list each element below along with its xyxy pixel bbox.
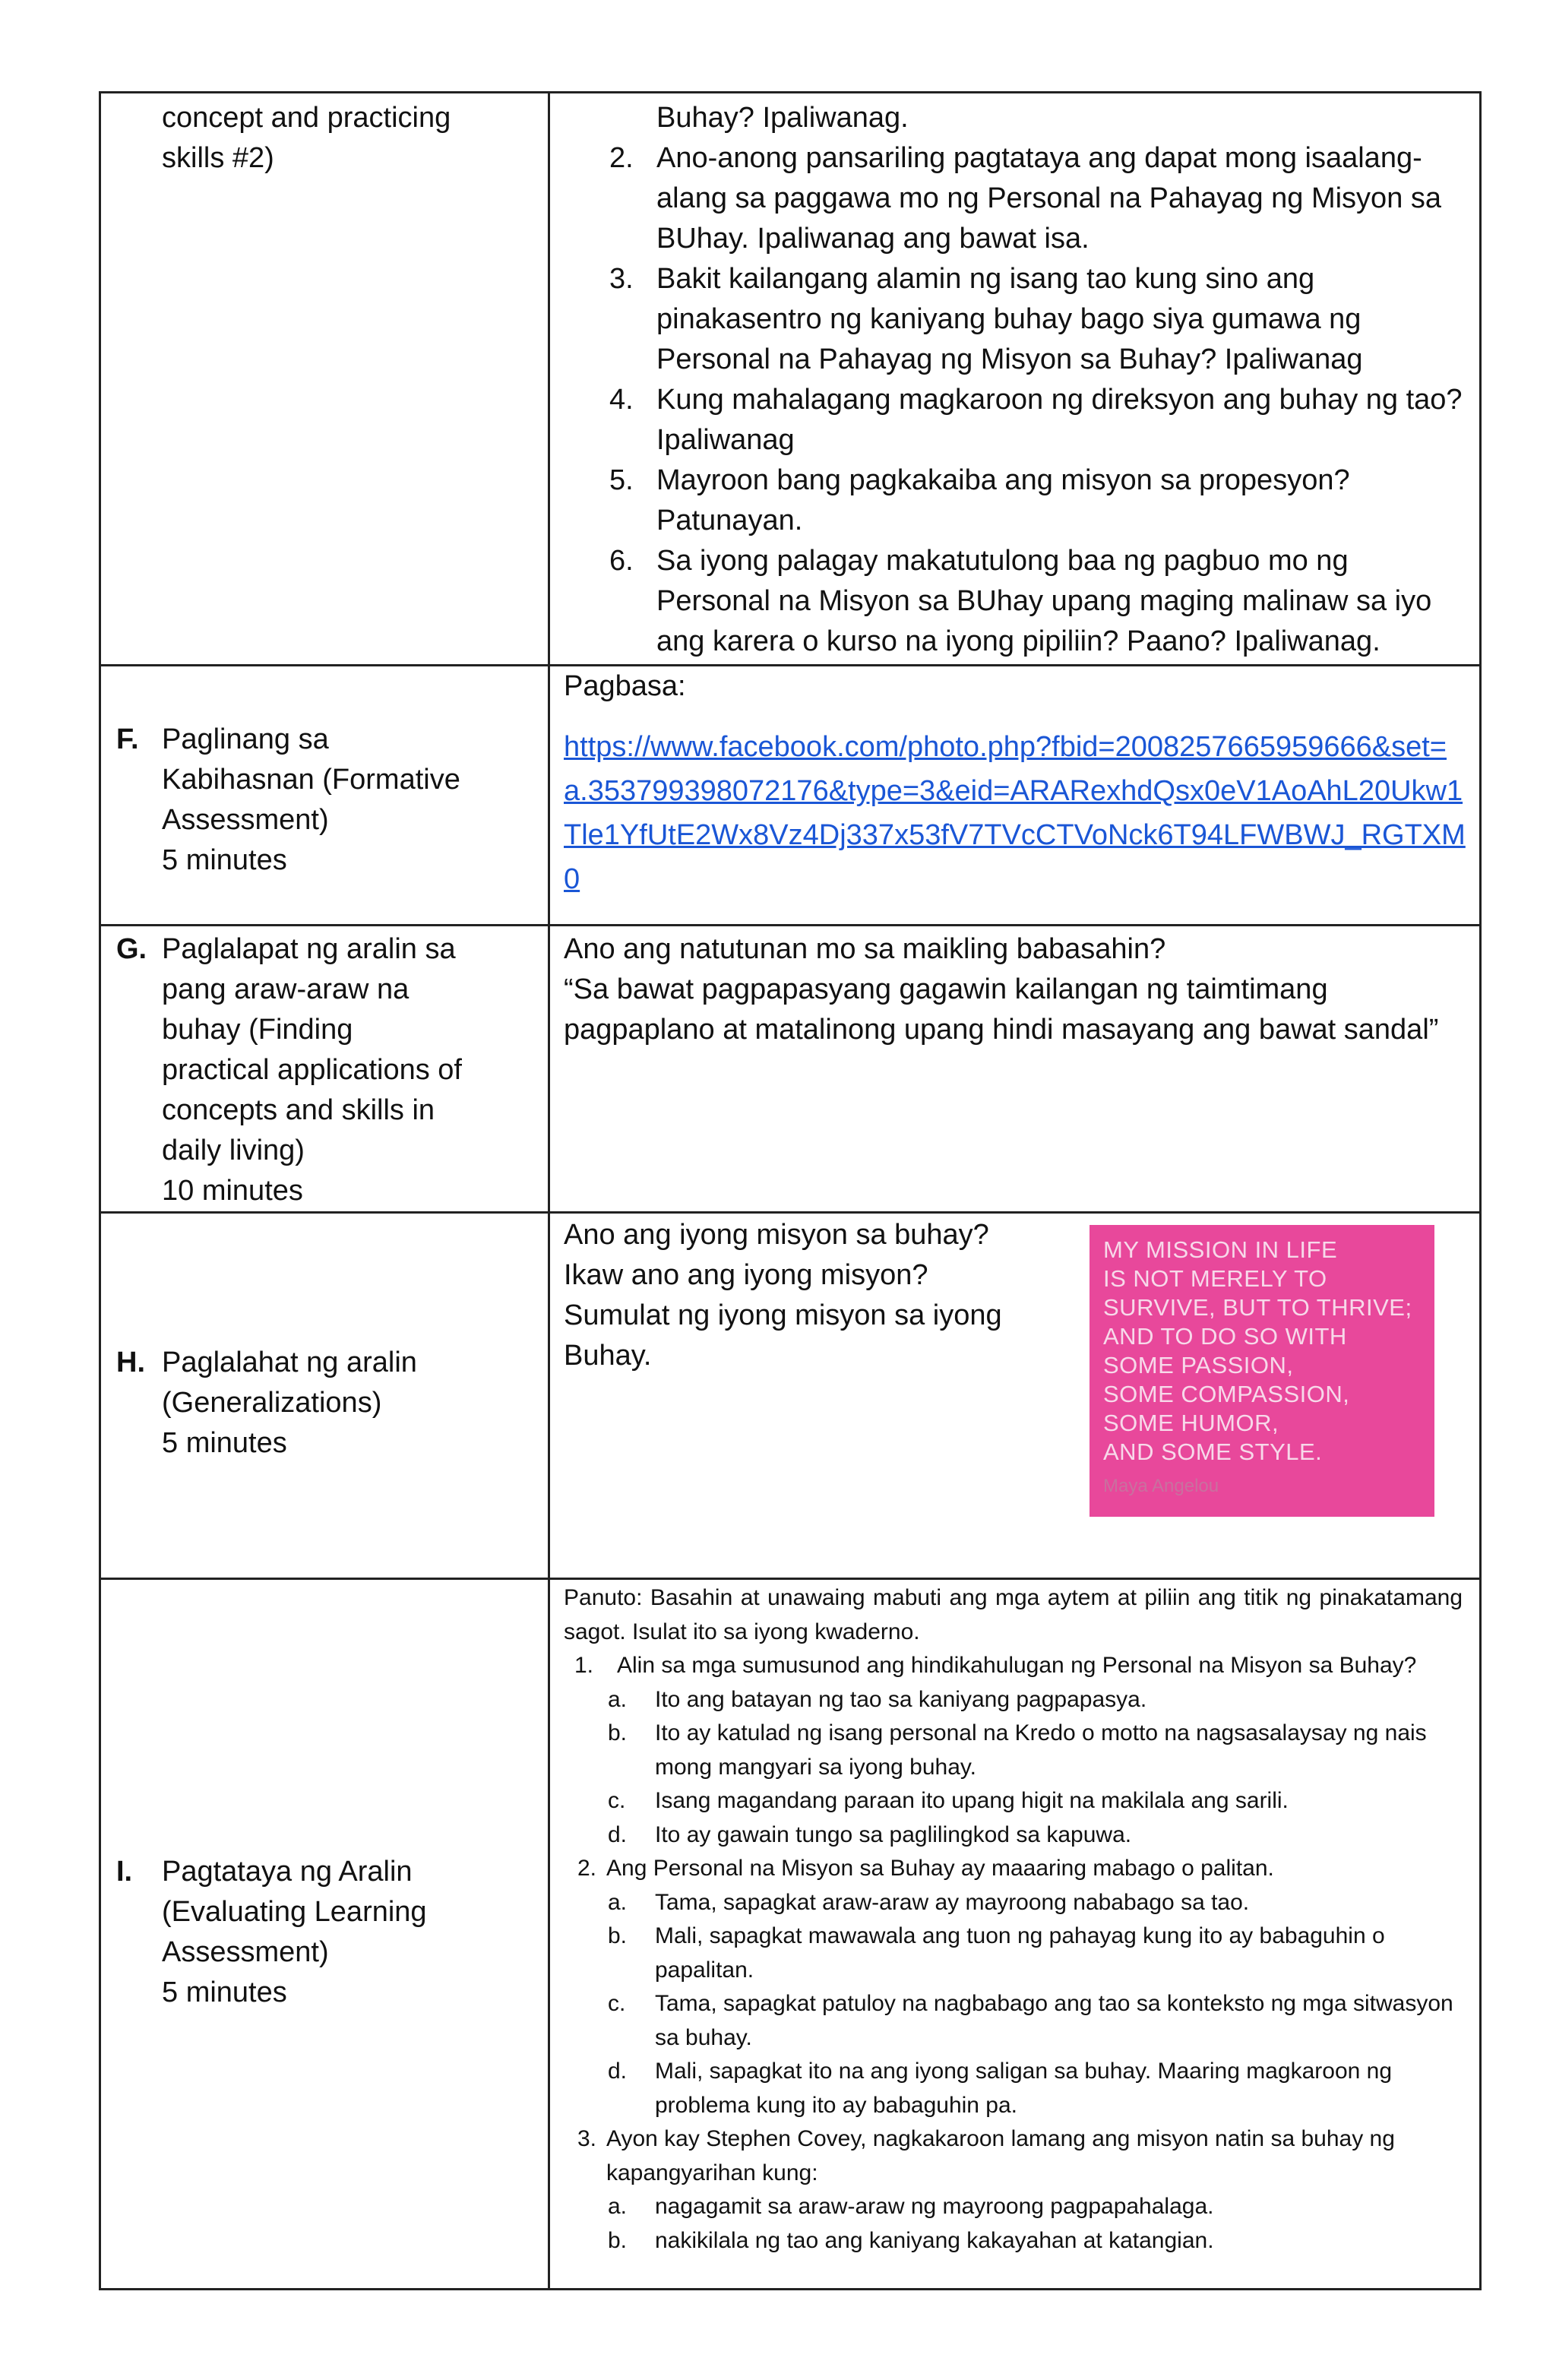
quote-author: Maya Angelou xyxy=(1103,1476,1219,1496)
list-text: Mayroon bang pagkakaiba ang misyon sa propesyon? Patunayan. xyxy=(656,464,1350,536)
row-f-label: Paglinang sa Kabihasnan (Formative Assessment) 5 minutes xyxy=(162,723,460,876)
list-item xyxy=(609,541,1464,662)
row-i xyxy=(99,1578,1482,2290)
list-text: Bakit kailangang alamin ng isang tao kung sino ang pinakasentro ng kaniyang buhay bago siya gumawa ng Personal na Pahayag ng Misyon sa Buhay? Ipaliwanag xyxy=(656,263,1363,375)
choice-letter: a. xyxy=(608,1889,628,1915)
row-g-letter: G. xyxy=(116,933,147,965)
list-number: 2. xyxy=(609,142,634,174)
row-f xyxy=(99,664,1482,924)
reading-link[interactable]: https://www.facebook.com/photo.php?fbid=2008257665959666&set=a.353799398072176&type=3&eid=ARARexhdQsx0eV1AoAhL20Ukw1Tle1YfUtE2Wx8Vz4Dj337x53fV7TVcCTVoNck6T94LFWBWJ_RGTXM0 xyxy=(564,731,1466,895)
choice-letter: b. xyxy=(608,2227,628,2253)
row-h-label: Paglalahat ng aralin (Generalizations) 5 minutes xyxy=(162,1347,417,1459)
row-i-content-cell xyxy=(550,1578,1482,2290)
question-number: 2. xyxy=(577,1856,597,1881)
question-number: 1. xyxy=(574,1653,594,1678)
list-item xyxy=(609,138,1464,259)
list-number: 4. xyxy=(609,384,634,416)
choice-text: nagagamit sa araw-araw ng mayroong pagpapahalaga. xyxy=(655,2194,1214,2219)
row-h-label-cell xyxy=(99,1211,550,1578)
row-g-content-cell xyxy=(550,924,1482,1211)
answer-choice xyxy=(564,1717,1463,1784)
choice-letter: d. xyxy=(608,2059,628,2084)
row-e-label-cell xyxy=(99,91,550,664)
list-text: Sa iyong palagay makatutulong baa ng pagbuo mo ng Personal na Misyon sa BUhay upang maging malinaw sa iyo ang karera o kurso na iyong pipiliin? Paano? Ipaliwanag. xyxy=(656,545,1432,657)
choice-letter: c. xyxy=(608,1991,626,2016)
choice-text: Ito ay katulad ng isang personal na Kredo o motto na nagsasalaysay ng nais mong mangyari sa iyong buhay. xyxy=(655,1720,1427,1780)
reflection-questions xyxy=(609,138,1464,662)
choice-text: Ito ang batayan ng tao sa kaniyang pagpapasya. xyxy=(655,1686,1147,1712)
list-text: Kung mahalagang magkaroon ng direksyon ang buhay ng tao? Ipaliwanag xyxy=(656,384,1463,456)
list-item xyxy=(609,380,1464,460)
row-i-label: Pagtataya ng Aralin (Evaluating Learning Assessment) 5 minutes xyxy=(162,1856,427,2008)
row-h-letter: H. xyxy=(116,1347,145,1378)
list-number: 6. xyxy=(609,545,634,577)
list-number: 3. xyxy=(609,263,634,295)
list-item xyxy=(609,460,1464,541)
quiz-questions xyxy=(564,1649,1463,2258)
answer-choice xyxy=(564,1818,1463,1853)
choice-text: Ito ay gawain tungo sa paglilingkod sa kapuwa. xyxy=(655,1821,1132,1847)
mission-quote-text: MY MISSION IN LIFE IS NOT MERELY TO SURVIVE, BUT TO THRIVE; AND TO DO SO WITH SOME PASSION, SOME COMPASSION, SOME HUMOR, AND SOME STYLE. xyxy=(1103,1236,1412,1465)
choice-letter: a. xyxy=(608,1686,628,1712)
list-text: Ano-anong pansariling pagtataya ang dapat mong isaalang-alang sa paggawa mo ng Personal na Pahayag ng Misyon sa BUhay. Ipaliwanag ang bawat isa. xyxy=(656,142,1442,255)
list-number: 5. xyxy=(609,464,634,496)
choice-letter: b. xyxy=(608,1923,628,1948)
lesson-plan-table xyxy=(99,91,1482,2290)
choice-text: Tama, sapagkat araw-araw ay mayroong nababago sa tao. xyxy=(655,1889,1250,1915)
answer-choice xyxy=(564,1886,1463,1920)
answer-choice xyxy=(564,2224,1463,2258)
choice-text: Mali, sapagkat mawawala ang tuon ng pahayag kung ito ay babaguhin o papalitan. xyxy=(655,1923,1385,1983)
answer-choice xyxy=(564,1683,1463,1717)
row-f-label-cell xyxy=(99,664,550,924)
answer-choice xyxy=(564,1920,1463,1987)
mission-quote-image xyxy=(1090,1225,1434,1517)
choice-text: nakikilala ng tao ang kaniyang kakayahan at katangian. xyxy=(655,2227,1214,2253)
choice-text: Tama, sapagkat patuloy na nagbabago ang tao sa konteksto ng mga sitwasyon sa buhay. xyxy=(655,1991,1453,2050)
quiz-instructions: Panuto: Basahin at unawaing mabuti ang mga aytem at piliin ang titik ng pinakatamang sagot. Isulat ito sa iyong kwaderno. xyxy=(564,1585,1463,1644)
row-f-content-cell xyxy=(550,664,1482,924)
question-text: Ang Personal na Misyon sa Buhay ay maaaring mabago o palitan. xyxy=(606,1856,1274,1881)
row-f-letter: F. xyxy=(116,723,139,755)
question-text: Ayon kay Stephen Covey, nagkakaroon lamang ang misyon natin sa buhay ng kapangyarihan kung: xyxy=(606,2126,1395,2185)
row-h-text: Ano ang iyong misyon sa buhay? Ikaw ano ang iyong misyon? Sumulat ng iyong misyon sa iyong Buhay. xyxy=(564,1219,1002,1372)
row-e-content-cell xyxy=(550,91,1482,664)
row-g-text: Ano ang natutunan mo sa maikling babasahin? “Sa bawat pagpapasyang gagawin kailangan ng taimtimang pagpaplano at matalinong upang hindi masayang ang bawat sandal” xyxy=(564,933,1439,1046)
choice-letter: a. xyxy=(608,2194,628,2219)
answer-choice xyxy=(564,2190,1463,2224)
answer-choice xyxy=(564,1987,1463,2055)
quiz-question xyxy=(564,2122,1463,2190)
choice-letter: c. xyxy=(608,1788,626,1813)
question-1-continued: Buhay? Ipaliwanag. xyxy=(656,102,909,134)
choice-letter: b. xyxy=(608,1720,628,1745)
choice-text: Isang magandang paraan ito upang higit na makilala ang sarili. xyxy=(655,1788,1289,1813)
pagbasa-heading: Pagbasa: xyxy=(564,670,686,702)
row-g-label: Paglalapat ng aralin sa pang araw-araw na buhay (Finding practical applications of concepts and skills in daily living) 10 minutes xyxy=(162,933,462,1207)
row-i-label-cell xyxy=(99,1578,550,2290)
choice-text: Mali, sapagkat ito na ang iyong saligan sa buhay. Maaring magkaroon ng problema kung ito ay babaguhin pa. xyxy=(655,2059,1393,2118)
row-i-letter: I. xyxy=(116,1856,133,1888)
list-item xyxy=(609,259,1464,380)
quiz-question xyxy=(564,1649,1463,1683)
answer-choice xyxy=(564,2055,1463,2122)
choice-letter: d. xyxy=(608,1821,628,1847)
row-e-label: concept and practicing skills #2) xyxy=(162,102,451,174)
question-number: 3. xyxy=(577,2126,597,2151)
row-g-label-cell xyxy=(99,924,550,1211)
question-text: Alin sa mga sumusunod ang hindikahulugan ng Personal na Misyon sa Buhay? xyxy=(617,1653,1417,1678)
row-g xyxy=(99,924,1482,1211)
row-e xyxy=(99,91,1482,664)
answer-choice xyxy=(564,1784,1463,1818)
quiz-question xyxy=(564,1852,1463,1886)
